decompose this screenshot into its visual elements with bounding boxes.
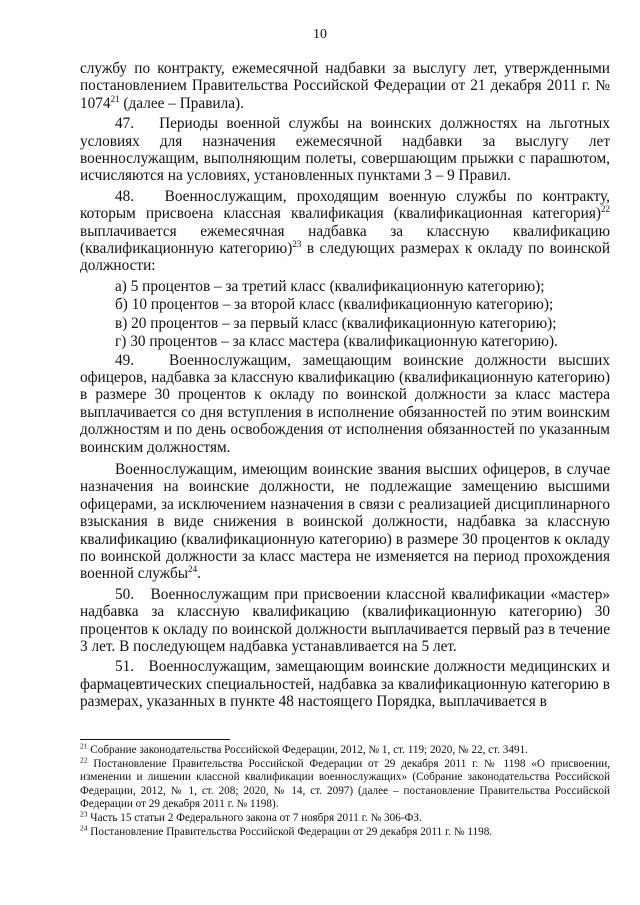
footnotes bbox=[80, 741, 610, 840]
paragraph-49-second: Военнослужащим, имеющим воинские звания высших офицеров, в случае назначения на воинские должности, не подлежащие замещению высшими офицерами, за исключением назначения в связи с реализацией дисциплинарного взыскания в виде снижения в воинской должности, надбавка за классную квалификацию (квалификационную категорию) в размере 30 процентов к окладу по воинской должности за класс мастера не изменяется на период прохождения военной службы$^{24}$. bbox=[80, 460, 610, 583]
footnote-ref-22[interactable]: 22 bbox=[601, 204, 610, 215]
paragraph-48: 48. Военнослужащим, проходящим военную службы по контракту, которым присвоена классная квалификация (квалификационная категория)$^{22}$ выплачивается ежемесячная надбавка за классную квалификацию (квалификационную категорию)$^{23}$ в следующих размерах к окладу по воинской должности: bbox=[80, 187, 611, 275]
document-body bbox=[80, 60, 610, 714]
paragraph-50: 50. Военнослужащим при присвоении классной квалификации «мастер» надбавка за классную квалификацию (квалификационную категорию) 30 процентов к окладу по воинской должности выплачивается первый раз в течение 3 лет. В последующем надбавка устанавливается на 5 лет. bbox=[80, 585, 610, 655]
footnote-separator bbox=[80, 739, 230, 740]
footnote-23: $^{23}$ Часть 15 статьи 2 Федерального закона от 7 ноября 2011 г. № 306-ФЗ. bbox=[80, 809, 422, 825]
footnote-ref-21[interactable]: 21 bbox=[110, 93, 120, 104]
footnote-ref-24[interactable]: 24 bbox=[188, 564, 198, 575]
footnote-ref-23[interactable]: 23 bbox=[292, 238, 302, 249]
footnote-22: $^{22}$ Постановление Правительства Российской Федерации от 29 декабря 2011 г. № 1198 «О присвоении, изменении и лишении классной квалификации военнослужащих» (Собрание законодательства Российской Федерации, 2012, № 1, ст. 208; 2020, № 14, ст. 2097) (далее – постановление Правительства Российской Федерации от 29 декабря 2011 г. № 1198). bbox=[80, 755, 610, 810]
paragraph-47: 47. Периоды военной службы на воинских должностях на льготных условиях для назначения ежемесячной надбавки за выслугу лет военнослужащим, выполняющим полеты, совершающим прыжки с парашютом, исчисляются на условиях, установленных пунктами 3 – 9 Правил. bbox=[80, 115, 610, 185]
list-item: б) 10 процентов – за второй класс (квалификационную категорию); bbox=[115, 296, 554, 314]
paragraph-49: 49. Военнослужащим, замещающим воинские должности высших офицеров, надбавка за классную квалификацию (квалификационную категорию) в размере 30 процентов к окладу по воинской должности за класс мастера выплачивается со дня вступления в исполнение обязанностей по этим воинским должностям и по день освобождения от исполнения обязанностей по указанным воинским должностям. bbox=[80, 351, 610, 456]
footnote-21: $^{21}$ Собрание законодательства Российской Федерации, 2012, № 1, ст. 119; 2020, № 22, ст. 3491. bbox=[80, 741, 528, 756]
page-number: 10 bbox=[313, 27, 327, 42]
footnote-24: $^{24}$ Постановление Правительства Российской Федерации от 29 декабря 2011 г. № 1198. bbox=[80, 823, 493, 839]
list-item: а) 5 процентов – за третий класс (квалификационную категорию); bbox=[115, 277, 545, 295]
paragraph-continuation: службу по контракту, ежемесячной надбавки за выслугу лет, утвержденными постановлением Правительства Российской Федерации от 21 декабря 2011 г. № 1074$^{21}$ (далее – Правила). bbox=[80, 60, 610, 112]
list-item: в) 20 процентов – за первый класс (квалификационную категорию); bbox=[115, 314, 557, 332]
paragraph-51: 51. Военнослужащим, замещающим воинские должности медицинских и фармацевтических специальностей, надбавка за квалификационную категорию в размерах, указанных в пункте 48 настоящего Порядка, выплачивается в bbox=[80, 658, 610, 711]
list-item: г) 30 процентов – за класс мастера (квалификационную категорию). bbox=[115, 333, 558, 351]
